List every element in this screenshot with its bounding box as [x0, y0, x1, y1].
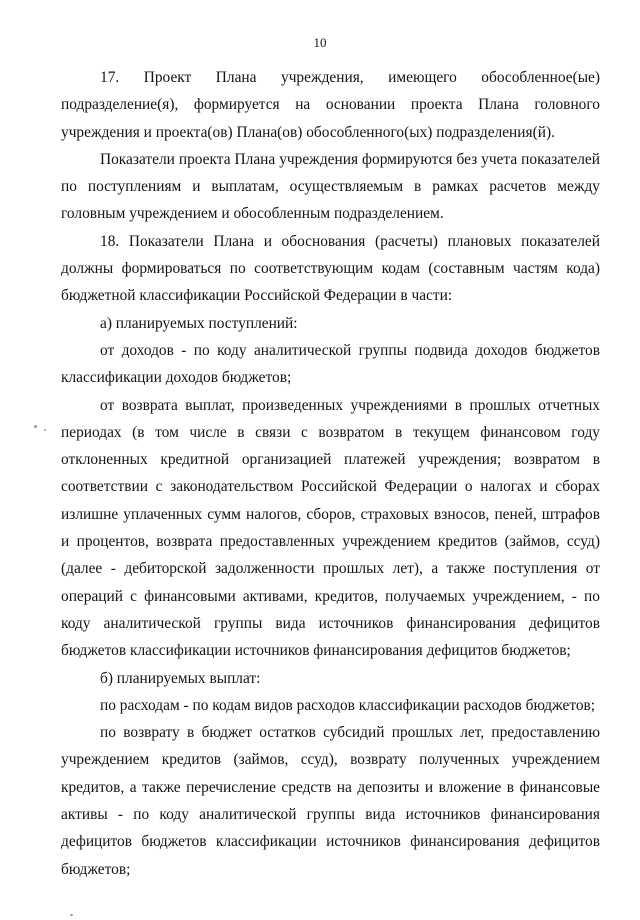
page-number: 10	[313, 35, 327, 50]
document-body	[61, 64, 600, 883]
paragraph-18-a: а) планируемых поступлений:	[100, 314, 298, 332]
paragraph-18-a-income: от доходов - по коду аналитической группы подвида доходов бюджетов классификации доходов бюджетов;	[61, 341, 600, 387]
paragraph-17: 17. Проект Плана учреждения, имеющего обособленное(ые) подразделение(я), формируется на основании проекта Плана головного учреждения и проекта(ов) Плана(ов) обособленного(ых) подразделения(й).	[61, 69, 600, 141]
scan-speck	[44, 429, 46, 431]
paragraph-18-a-refunds: от возврата выплат, произведенных учреждениями в прошлых отчетных периодах (в том числе в связи с возвратом в текущем финансовом году отклоненных кредитной организацией платежей учреждения; возвратом в соответствии с законодательством Российской Федерации о налогах и сборах излишне уплаченных сумм налогов, сборов, страховых взносов, пеней, штрафов и процентов, возврата предоставленных учреждением кредитов (займов, ссуд) (далее - дебиторской задолженности прошлых лет), а также поступления от операций с финансовыми активами, кредитов, получаемых учреждением, - по коду аналитической группы вида источников финансирования дефицитов бюджетов классификации источников финансирования дефицитов бюджетов;	[61, 396, 600, 660]
paragraph-17-indicators: Показатели проекта Плана учреждения формируются без учета показателей по поступлениям и выплатам, осуществляемым в рамках расчетов между головным учреждением и обособленным подразделением.	[61, 150, 600, 223]
scan-speck	[70, 914, 73, 916]
paragraph-18-b-returns: по возврату в бюджет остатков субсидий прошлых лет, предоставлению учреждением кредитов (займов, ссуд), возврату полученных учреждением кредитов, а также перечисление средств на депозиты и вложение в финансовые активы - по коду аналитической группы вида источников финансирования дефицитов бюджетов классификации источников финансирования дефицитов бюджетов;	[61, 724, 600, 878]
scan-speck	[34, 425, 37, 428]
paragraph-18-b-expenses: по расходам - по кодам видов расходов классификации расходов бюджетов;	[100, 696, 596, 714]
paragraph-18: 18. Показатели Плана и обоснования (расчеты) плановых показателей должны формироваться по соответствующим кодам (составным частям кода) бюджетной классификации Российской Федерации в части:	[61, 232, 600, 305]
paragraph-18-b: б) планируемых выплат:	[100, 669, 261, 687]
